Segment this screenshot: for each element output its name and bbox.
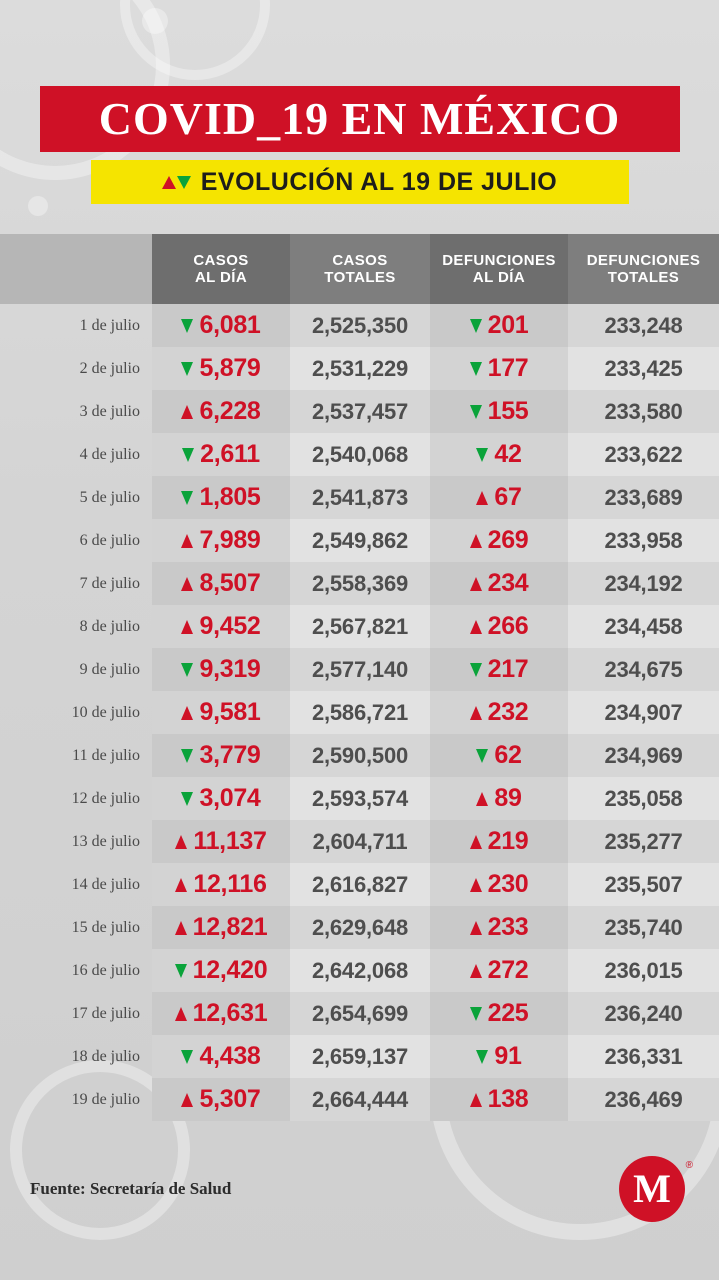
- defunciones-al-dia-value: 89: [494, 784, 522, 812]
- page-subtitle: EVOLUCIÓN AL 19 DE JULIO: [200, 167, 558, 196]
- arrow-up-icon: [470, 577, 482, 591]
- cell-date: 14 de julio: [71, 875, 140, 893]
- arrow-up-icon: [181, 620, 193, 634]
- cell-defunciones-al-dia: [430, 734, 568, 777]
- defunciones-totales-value: 235,740: [604, 914, 683, 940]
- defunciones-totales-value: 234,458: [604, 613, 683, 639]
- arrow-up-icon: [470, 921, 482, 935]
- arrow-down-icon: [476, 749, 488, 763]
- casos-al-dia-value: 12,821: [192, 913, 268, 941]
- defunciones-totales-value: 236,015: [604, 957, 683, 983]
- arrow-up-icon: [175, 878, 187, 892]
- cell-defunciones-al-dia: [430, 347, 568, 390]
- table-row: [0, 304, 719, 347]
- casos-al-dia-value: 2,611: [200, 440, 260, 468]
- cell-casos-al-dia: [152, 605, 290, 648]
- header-line-2: TOTALES: [607, 269, 680, 286]
- arrow-up-icon: [470, 878, 482, 892]
- cell-casos-al-dia: [152, 1078, 290, 1121]
- casos-al-dia-value: 12,116: [193, 870, 267, 898]
- cell-defunciones-al-dia: [430, 519, 568, 562]
- arrow-down-icon: [181, 663, 193, 677]
- defunciones-totales-value: 235,507: [604, 871, 683, 897]
- header-line-1: DEFUNCIONES: [442, 251, 556, 269]
- casos-al-dia-value: 1,805: [199, 483, 261, 511]
- casos-al-dia-value: 6,081: [199, 311, 261, 339]
- cell-defunciones-totales: [568, 304, 719, 347]
- casos-totales-value: 2,541,873: [311, 484, 409, 510]
- casos-totales-value: 2,654,699: [311, 1000, 409, 1026]
- arrow-down-icon: [470, 362, 482, 376]
- casos-totales-value: 2,586,721: [311, 699, 409, 725]
- casos-totales-value: 2,531,229: [311, 355, 409, 381]
- table-row: [0, 562, 719, 605]
- cell-defunciones-al-dia: [430, 820, 568, 863]
- cell-casos-totales: [290, 476, 430, 519]
- cell-casos-totales: [290, 390, 430, 433]
- table-row: [0, 777, 719, 820]
- cell-date: 7 de julio: [79, 574, 140, 592]
- defunciones-al-dia-value: 201: [487, 311, 529, 339]
- cell-defunciones-al-dia: [430, 605, 568, 648]
- header-line-1: DEFUNCIONES: [586, 251, 701, 269]
- casos-totales-value: 2,642,068: [311, 957, 409, 983]
- cell-defunciones-totales: [568, 605, 719, 648]
- cell-defunciones-totales: [568, 734, 719, 777]
- cell-casos-al-dia: [152, 648, 290, 691]
- cell-date: 12 de julio: [71, 789, 140, 807]
- casos-al-dia-value: 9,319: [199, 655, 261, 683]
- logo-letter: M: [633, 1166, 671, 1211]
- casos-totales-value: 2,577,140: [311, 656, 409, 682]
- cell-casos-totales: [290, 1078, 430, 1121]
- casos-al-dia-value: 5,879: [199, 354, 261, 382]
- cell-date: 13 de julio: [71, 832, 140, 850]
- cell-defunciones-totales: [568, 820, 719, 863]
- arrow-up-icon: [181, 577, 193, 591]
- casos-totales-value: 2,525,350: [311, 312, 409, 338]
- cell-casos-totales: [290, 648, 430, 691]
- casos-totales-value: 2,604,711: [312, 828, 408, 854]
- defunciones-al-dia-value: 272: [487, 956, 529, 984]
- cell-defunciones-totales: [568, 1035, 719, 1078]
- arrow-up-icon: [175, 835, 187, 849]
- casos-totales-value: 2,567,821: [311, 613, 409, 639]
- cell-defunciones-al-dia: [430, 476, 568, 519]
- defunciones-al-dia-value: 155: [487, 397, 529, 425]
- defunciones-totales-value: 233,958: [604, 527, 683, 553]
- cell-defunciones-totales: [568, 691, 719, 734]
- table-row: [0, 863, 719, 906]
- cell-casos-al-dia: [152, 691, 290, 734]
- casos-totales-value: 2,549,862: [311, 527, 409, 553]
- cell-casos-totales: [290, 906, 430, 949]
- casos-al-dia-value: 3,074: [199, 784, 261, 812]
- cell-casos-al-dia: [152, 347, 290, 390]
- arrow-up-icon: [181, 405, 193, 419]
- cell-defunciones-totales: [568, 476, 719, 519]
- title-banner: [40, 86, 680, 152]
- casos-al-dia-value: 11,137: [193, 827, 267, 855]
- cell-casos-totales: [290, 347, 430, 390]
- cell-defunciones-totales: [568, 347, 719, 390]
- casos-totales-value: 2,558,369: [311, 570, 409, 596]
- cell-defunciones-al-dia: [430, 304, 568, 347]
- table-row: [0, 992, 719, 1035]
- table-row: [0, 347, 719, 390]
- defunciones-al-dia-value: 67: [494, 483, 522, 511]
- arrow-up-icon: [470, 964, 482, 978]
- casos-totales-value: 2,537,457: [311, 398, 409, 424]
- footer: [0, 1146, 719, 1232]
- defunciones-al-dia-value: 177: [487, 354, 529, 382]
- arrow-down-icon: [476, 448, 488, 462]
- cell-date: 16 de julio: [71, 961, 140, 979]
- table-row: [0, 519, 719, 562]
- table-row: [0, 734, 719, 777]
- cell-casos-totales: [290, 863, 430, 906]
- cell-casos-al-dia: [152, 476, 290, 519]
- cell-casos-al-dia: [152, 562, 290, 605]
- cell-casos-al-dia: [152, 390, 290, 433]
- casos-totales-value: 2,540,068: [311, 441, 409, 467]
- cell-casos-totales: [290, 433, 430, 476]
- cell-date: 18 de julio: [71, 1047, 140, 1065]
- cell-defunciones-totales: [568, 519, 719, 562]
- cell-defunciones-al-dia: [430, 1035, 568, 1078]
- arrow-up-icon: [181, 706, 193, 720]
- defunciones-totales-value: 233,689: [604, 484, 683, 510]
- defunciones-al-dia-value: 225: [487, 999, 529, 1027]
- source-label: Fuente: Secretaría de Salud: [30, 1179, 232, 1198]
- cell-defunciones-al-dia: [430, 433, 568, 476]
- cell-casos-totales: [290, 777, 430, 820]
- arrow-down-icon: [181, 491, 193, 505]
- defunciones-totales-value: 233,622: [604, 441, 683, 467]
- cell-casos-totales: [290, 949, 430, 992]
- cell-date: 15 de julio: [71, 918, 140, 936]
- header-line-2: TOTALES: [324, 269, 396, 286]
- header-line-1: CASOS: [332, 251, 388, 269]
- cell-casos-al-dia: [152, 734, 290, 777]
- casos-totales-value: 2,616,827: [311, 871, 409, 897]
- cell-casos-al-dia: [152, 433, 290, 476]
- defunciones-al-dia-value: 217: [487, 655, 529, 683]
- table-row: [0, 820, 719, 863]
- table-row: [0, 605, 719, 648]
- cell-casos-al-dia: [152, 1035, 290, 1078]
- arrow-down-icon: [175, 964, 187, 978]
- arrow-up-icon: [476, 792, 488, 806]
- arrow-down-icon: [181, 1050, 193, 1064]
- cell-casos-al-dia: [152, 992, 290, 1035]
- cell-casos-al-dia: [152, 863, 290, 906]
- cell-defunciones-al-dia: [430, 390, 568, 433]
- cell-date: 2 de julio: [79, 359, 140, 377]
- cell-casos-totales: [290, 304, 430, 347]
- table-row: [0, 1078, 719, 1121]
- cell-casos-totales: [290, 820, 430, 863]
- casos-totales-value: 2,590,500: [311, 742, 409, 768]
- up-down-arrows-icon: [162, 176, 191, 189]
- arrow-up-icon: [470, 706, 482, 720]
- header-cell-date: [0, 234, 152, 304]
- table-row: [0, 906, 719, 949]
- cell-date: 1 de julio: [79, 316, 140, 334]
- defunciones-al-dia-value: 269: [487, 526, 529, 554]
- arrow-up-icon: [181, 534, 193, 548]
- cell-defunciones-totales: [568, 863, 719, 906]
- cell-defunciones-totales: [568, 992, 719, 1035]
- table-row: [0, 433, 719, 476]
- defunciones-totales-value: 236,240: [604, 1000, 683, 1026]
- defunciones-al-dia-value: 234: [487, 569, 529, 597]
- casos-al-dia-value: 5,307: [199, 1085, 261, 1113]
- cell-date: 5 de julio: [79, 488, 140, 506]
- defunciones-al-dia-value: 91: [494, 1042, 522, 1070]
- cell-defunciones-totales: [568, 562, 719, 605]
- page-title: COVID_19 EN MÉXICO: [98, 93, 621, 144]
- cell-date: 10 de julio: [71, 703, 140, 721]
- arrow-down-icon: [470, 319, 482, 333]
- casos-al-dia-value: 7,989: [199, 526, 261, 554]
- defunciones-totales-value: 234,192: [604, 570, 683, 596]
- cell-defunciones-totales: [568, 777, 719, 820]
- cell-defunciones-al-dia: [430, 562, 568, 605]
- defunciones-al-dia-value: 62: [494, 741, 522, 769]
- casos-al-dia-value: 8,507: [199, 569, 261, 597]
- table-row: [0, 648, 719, 691]
- arrow-down-icon: [181, 792, 193, 806]
- table-header-row: [0, 234, 719, 304]
- arrow-down-icon: [470, 405, 482, 419]
- header-line-2: AL DÍA: [472, 269, 526, 286]
- defunciones-al-dia-value: 266: [487, 612, 529, 640]
- logo-registered-mark: ®: [685, 1160, 693, 1171]
- defunciones-totales-value: 236,469: [604, 1086, 683, 1112]
- covid-data-table: [0, 234, 719, 1121]
- defunciones-totales-value: 235,277: [604, 828, 683, 854]
- casos-totales-value: 2,664,444: [311, 1086, 409, 1112]
- header-cell-defunciones-al-dia: [430, 234, 568, 304]
- arrow-up-icon: [470, 835, 482, 849]
- cell-casos-al-dia: [152, 519, 290, 562]
- cell-defunciones-totales: [568, 1078, 719, 1121]
- casos-al-dia-value: 6,228: [199, 397, 261, 425]
- cell-date: 17 de julio: [71, 1004, 140, 1022]
- cell-casos-al-dia: [152, 906, 290, 949]
- cell-casos-totales: [290, 691, 430, 734]
- table-row: [0, 1035, 719, 1078]
- arrow-down-icon: [470, 1007, 482, 1021]
- cell-defunciones-al-dia: [430, 648, 568, 691]
- casos-al-dia-value: 4,438: [199, 1042, 261, 1070]
- defunciones-totales-value: 235,058: [604, 785, 683, 811]
- cell-casos-totales: [290, 562, 430, 605]
- defunciones-totales-value: 234,907: [604, 699, 683, 725]
- defunciones-totales-value: 234,675: [604, 656, 683, 682]
- defunciones-al-dia-value: 232: [487, 698, 529, 726]
- arrow-up-icon: [181, 1093, 193, 1107]
- defunciones-al-dia-value: 42: [494, 440, 522, 468]
- defunciones-al-dia-value: 219: [487, 827, 529, 855]
- cell-casos-al-dia: [152, 777, 290, 820]
- table-row: [0, 390, 719, 433]
- casos-al-dia-value: 3,779: [199, 741, 261, 769]
- cell-defunciones-al-dia: [430, 992, 568, 1035]
- defunciones-totales-value: 236,331: [604, 1043, 683, 1069]
- casos-al-dia-value: 12,631: [192, 999, 268, 1027]
- cell-defunciones-al-dia: [430, 777, 568, 820]
- defunciones-al-dia-value: 138: [487, 1085, 529, 1113]
- cell-casos-totales: [290, 734, 430, 777]
- cell-date: 4 de julio: [79, 445, 140, 463]
- cell-casos-totales: [290, 1035, 430, 1078]
- cell-date: 11 de julio: [72, 746, 140, 764]
- table-row: [0, 476, 719, 519]
- header-line-2: AL DÍA: [194, 269, 248, 286]
- cell-casos-al-dia: [152, 820, 290, 863]
- cell-casos-al-dia: [152, 949, 290, 992]
- defunciones-al-dia-value: 230: [487, 870, 529, 898]
- milenio-logo: [619, 1156, 693, 1222]
- arrow-up-icon: [470, 620, 482, 634]
- arrow-up-icon: [470, 1093, 482, 1107]
- arrow-down-icon: [181, 362, 193, 376]
- cell-date: 9 de julio: [79, 660, 140, 678]
- defunciones-totales-value: 233,425: [604, 355, 683, 381]
- casos-al-dia-value: 12,420: [192, 956, 268, 984]
- cell-defunciones-totales: [568, 390, 719, 433]
- cell-defunciones-totales: [568, 648, 719, 691]
- header-cell-casos-totales: [290, 234, 430, 304]
- cell-defunciones-al-dia: [430, 691, 568, 734]
- casos-al-dia-value: 9,452: [199, 612, 261, 640]
- cell-date: 3 de julio: [79, 402, 140, 420]
- casos-totales-value: 2,593,574: [311, 785, 409, 811]
- cell-date: 19 de julio: [71, 1090, 140, 1108]
- defunciones-totales-value: 234,969: [604, 742, 683, 768]
- defunciones-al-dia-value: 233: [487, 913, 529, 941]
- cell-defunciones-al-dia: [430, 949, 568, 992]
- arrow-up-icon: [476, 491, 488, 505]
- cell-defunciones-totales: [568, 906, 719, 949]
- header-cell-defunciones-totales: [568, 234, 719, 304]
- arrow-down-icon: [476, 1050, 488, 1064]
- cell-defunciones-totales: [568, 433, 719, 476]
- casos-totales-value: 2,659,137: [311, 1043, 409, 1069]
- subtitle-banner: [91, 160, 629, 204]
- arrow-up-icon: [470, 534, 482, 548]
- table-row: [0, 691, 719, 734]
- cell-date: 6 de julio: [79, 531, 140, 549]
- cell-defunciones-al-dia: [430, 906, 568, 949]
- arrow-down-icon: [181, 319, 193, 333]
- table-body: [0, 304, 719, 1121]
- arrow-down-icon: [470, 663, 482, 677]
- arrow-up-icon: [175, 1007, 187, 1021]
- casos-al-dia-value: 9,581: [199, 698, 261, 726]
- cell-casos-al-dia: [152, 304, 290, 347]
- casos-totales-value: 2,629,648: [311, 914, 409, 940]
- cell-casos-totales: [290, 605, 430, 648]
- defunciones-totales-value: 233,248: [604, 312, 683, 338]
- arrow-down-icon: [181, 749, 193, 763]
- header-cell-casos-al-dia: [152, 234, 290, 304]
- header-line-1: CASOS: [193, 251, 249, 269]
- cell-casos-totales: [290, 992, 430, 1035]
- cell-defunciones-al-dia: [430, 1078, 568, 1121]
- arrow-up-icon: [175, 921, 187, 935]
- cell-casos-totales: [290, 519, 430, 562]
- arrow-down-icon: [182, 448, 194, 462]
- cell-defunciones-al-dia: [430, 863, 568, 906]
- defunciones-totales-value: 233,580: [604, 398, 683, 424]
- table-row: [0, 949, 719, 992]
- cell-defunciones-totales: [568, 949, 719, 992]
- cell-date: 8 de julio: [79, 617, 140, 635]
- header: [0, 0, 719, 204]
